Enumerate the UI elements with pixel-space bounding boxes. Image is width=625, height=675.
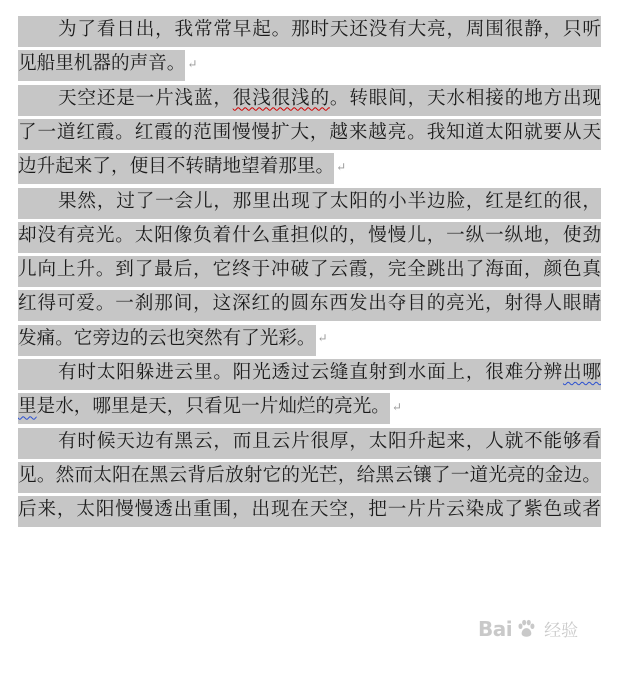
document-line[interactable]	[18, 460, 601, 491]
highlighted-text: 果然，过了一会儿，那里出现了太阳的小半边脸，红是红的很，	[18, 188, 601, 219]
document-line[interactable]	[18, 117, 601, 148]
highlighted-text: 发痛。它旁边的云也突然有了光彩。	[18, 325, 316, 356]
watermark-logo: Bai	[478, 616, 513, 641]
document-line[interactable]	[18, 426, 601, 457]
paragraph-return-icon: ↵	[317, 331, 328, 346]
paragraph-return-icon: ↵	[336, 159, 347, 174]
highlighted-text: 有时太阳躲进云里。阳光透过云缝直射到水面上，很难分辨出哪	[18, 359, 601, 390]
spellcheck-underline[interactable]: 出哪	[562, 362, 601, 383]
document-line[interactable]	[18, 48, 197, 79]
paragraph-return-icon: ↵	[187, 56, 198, 71]
document-line[interactable]	[18, 288, 601, 319]
paragraph-return-icon: ↵	[391, 399, 402, 414]
highlighted-text: 却没有亮光。太阳像负着什么重担似的，慢慢儿，一纵一纵地，使劲	[18, 222, 601, 253]
document-line[interactable]	[18, 83, 601, 114]
highlighted-text: 了一道红霞。红霞的范围慢慢扩大，越来越亮。我知道太阳就要从天	[18, 119, 601, 150]
highlighted-text: 后来，太阳慢慢透出重围，出现在天空，把一片片云染成了紫色或者	[18, 496, 601, 527]
document-line[interactable]	[18, 151, 346, 182]
highlighted-text: 见船里机器的声音。	[18, 50, 185, 81]
highlighted-text: 有时候天边有黑云，而且云片很厚，太阳升起来，人就不能够看	[18, 428, 601, 459]
highlighted-text: 见。然而太阳在黑云背后放射它的光芒，给黑云镶了一道光亮的金边。	[18, 462, 601, 493]
highlighted-text: 边升起来了，便目不转睛地望着那里。	[18, 153, 334, 184]
spellcheck-underline[interactable]: 很浅很浅的	[232, 87, 330, 109]
baidu-watermark	[478, 616, 578, 641]
document-line[interactable]	[18, 494, 601, 525]
document-line[interactable]	[18, 254, 601, 285]
highlighted-text: 红得可爱。一刹那间，这深红的圆东西发出夺目的亮光，射得人眼睛	[18, 290, 601, 321]
highlighted-text: 天空还是一片浅蓝，很浅很浅的。转眼间，天水相接的地方出现	[18, 85, 601, 116]
spellcheck-underline[interactable]: 里	[18, 396, 37, 418]
document-line[interactable]	[18, 323, 328, 354]
document-line[interactable]	[18, 220, 601, 251]
watermark-text: 经验	[544, 621, 579, 641]
paw-icon	[515, 618, 537, 640]
highlighted-text: 为了看日出，我常常早起。那时天还没有大亮，周围很静，只听	[18, 16, 601, 47]
document-line[interactable]	[18, 186, 601, 217]
highlighted-text: 里是水，哪里是天，只看见一片灿烂的亮光。	[18, 393, 390, 424]
document-line[interactable]	[18, 391, 402, 422]
highlighted-text: 儿向上升。到了最后，它终于冲破了云霞，完全跳出了海面，颜色真	[18, 256, 601, 287]
document-line[interactable]	[18, 357, 601, 388]
document-line[interactable]	[18, 14, 601, 45]
